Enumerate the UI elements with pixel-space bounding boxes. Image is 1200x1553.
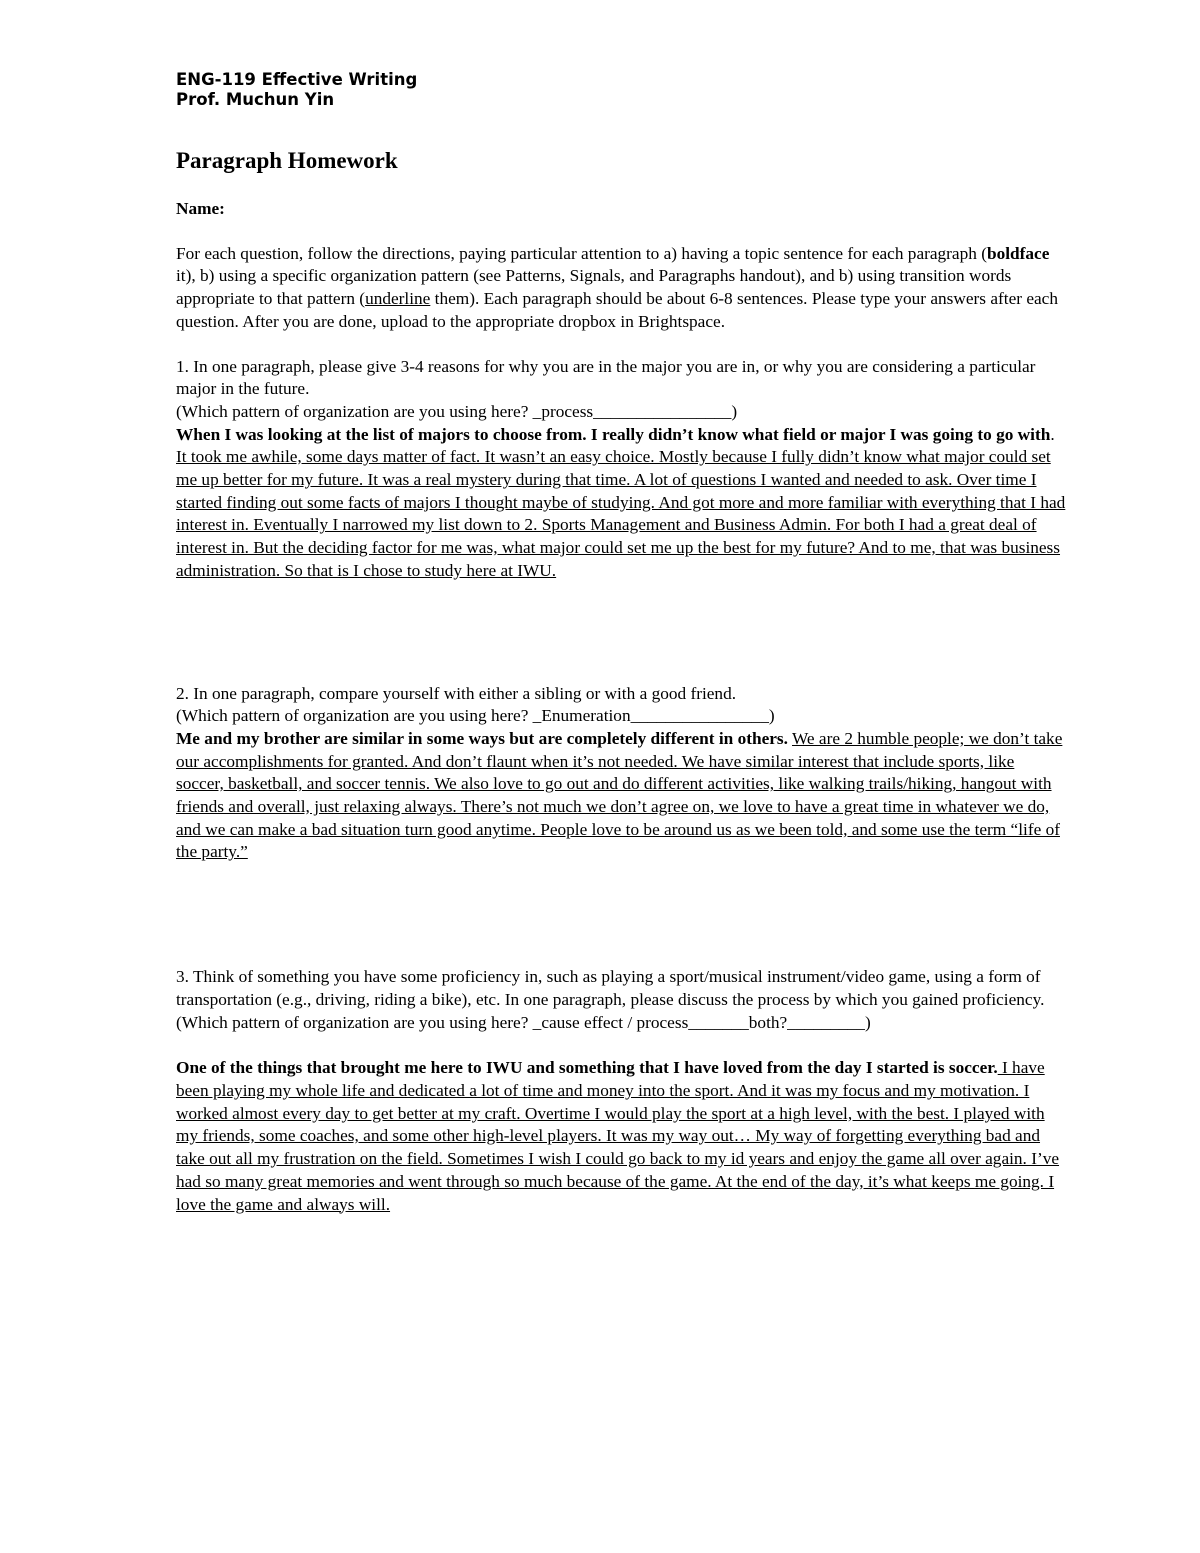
page-title: Paragraph Homework (176, 148, 398, 173)
question-1-prompt: 1. In one paragraph, please give 3-4 reasons for why you are in the major you are in, or why you are considering a particular major in the future. (176, 356, 1036, 399)
question-1-pattern: (Which pattern of organization are you using here? _process________________) (176, 401, 738, 421)
instructions-text-3: them). Each paragraph should be about 6-8 sentences. Please type your answers after each question. After you are done, upload to the appropriate dropbox in Brightspace. (176, 289, 1058, 331)
question-2-topic-sentence: Me and my brother are similar in some ways but are completely different in others. (176, 728, 788, 748)
question-1-answer (176, 424, 1066, 583)
question-1-topic-sentence: When I was looking at the list of majors to choose from. I really didn’t know what field or major I was going to go with (176, 424, 1051, 444)
question-2-answer-text: We are 2 humble people; we don’t take our accomplishments for granted. And don’t flaunt when it’s not needed. We have similar interest that include sports, like soccer, basketball, and soccer tennis. We also love to go out and do different activities, like walking trails/hiking, hangout with friends and overall, just relaxing always. There’s not much we don’t agree on, we love to have a great time in whatever we do, and we can make a bad situation turn good anytime. People love to be around us as we been told, and some use the term “life of the party.” (176, 728, 1063, 862)
instructions-text-1: For each question, follow the directions, paying particular attention to a) having a topic sentence for each paragraph ( (176, 243, 987, 263)
question-1-answer-text: It took me awhile, some days matter of fact. It wasn’t an easy choice. Mostly because I fully didn’t know what major could set me up better for my future. It was a real mystery during that time. A lot of questions I wanted and needed to ask. Over time I started finding out some facts of majors I thought maybe of studying. And got more and more familiar with everything that I had interest in. Eventually I narrowed my list down to 2. Sports Management and Business Admin. For both I had a great deal of interest in. But the deciding factor for me was, what major could set me up the best for my future? And to me, that was business administration. So that is I chose to study here at IWU. (176, 447, 1066, 580)
question-3-answer (176, 1057, 1066, 1216)
instructions-boldface: boldface (986, 243, 1050, 263)
instructions-paragraph (176, 243, 1066, 334)
question-2 (176, 683, 1066, 865)
document-content (176, 70, 1066, 1216)
instructions-underline: underline (365, 289, 431, 309)
name-label: Name: (176, 199, 225, 218)
question-1 (176, 356, 1066, 583)
question-3 (176, 966, 1066, 1216)
question-2-answer (176, 728, 1066, 864)
question-3-topic-sentence: One of the things that brought me here to IWU and something that I have loved from the day I started is soccer. (176, 1058, 998, 1078)
question-2-prompt: 2. In one paragraph, compare yourself with either a sibling or with a good friend. (176, 683, 737, 703)
question-3-answer-text: I have been playing my whole life and dedicated a lot of time and money into the sport. And it was my focus and my motivation. I worked almost every day to get better at my craft. Overtime I would play the sport at a high level, with the best. I played with my friends, some coaches, and some other high-level players. It was my way out… My way of forgetting everything bad and take out all my frustration on the field. Sometimes I wish I could go back to my id years and enjoy the game all over again. I’ve had so many great memories and went through so much because of the game. At the end of the day, it’s what keeps me going. I love the game and always will. (176, 1058, 1060, 1214)
course-title: ENG-119 Effective Writing (176, 70, 418, 89)
question-3-prompt: 3. Think of something you have some proficiency in, such as playing a sport/musical instrument/video game, using a form of transportation (e.g., driving, riding a bike), etc. In one paragraph, please discuss the process by which you gained proficiency. (176, 967, 1045, 1009)
question-3-pattern: (Which pattern of organization are you using here? _cause effect / process_______both?_________) (176, 1012, 871, 1032)
question-2-pattern: (Which pattern of organization are you using here? _Enumeration________________) (176, 706, 775, 726)
professor-name: Prof. Muchun Yin (176, 90, 335, 109)
question-1-topic-end: . (1050, 424, 1055, 444)
instructions-text-2: it), b) using a specific organization pattern (see Patterns, Signals, and Paragraphs handout), and b) using transition words appropriate to that pattern ( (176, 266, 1012, 309)
